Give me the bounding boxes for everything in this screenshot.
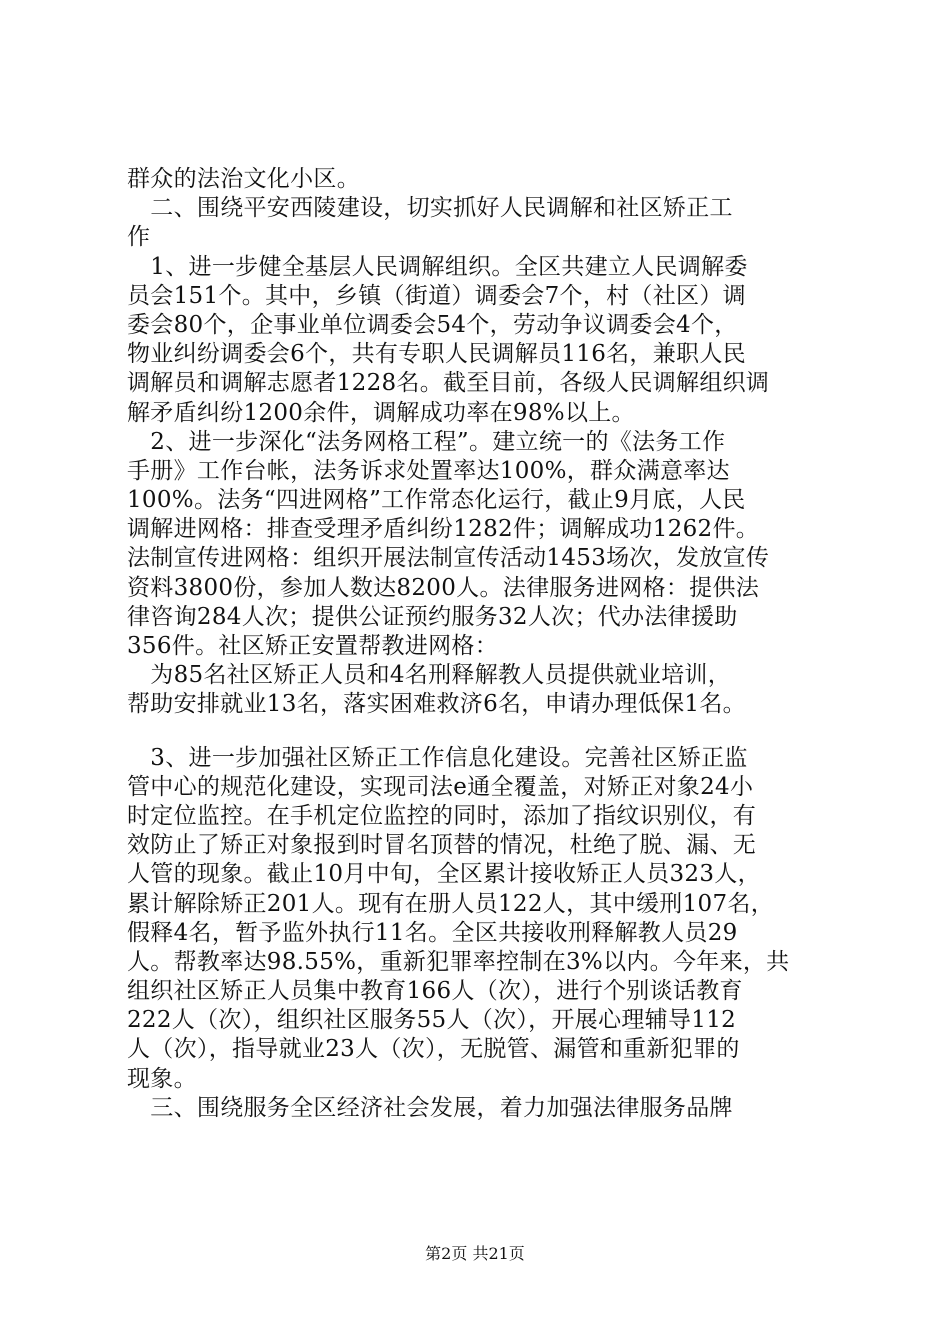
paragraph-start: 1、进一步健全基层人民调解组织。全区共建立人民调解委 [127,253,748,280]
text-line: 作 [127,224,151,251]
text-line: 委会80个，企事业单位调委会54个，劳动争议调委会4个， [127,311,738,338]
text-line: 资料3800份，参加人数达8200人。法律服务进网格：提供法 [127,574,760,601]
text-line: 时定位监控。在手机定位监控的同时，添加了指纹识别仪，有 [127,802,757,829]
text-line: 物业纠纷调委会6个，共有专职人民调解员116名，兼职人民 [127,341,746,368]
text-line: 调解员和调解志愿者1228名。截至目前，各级人民调解组织调 [127,370,770,397]
text-line: 手册》工作台帐，法务诉求处置率达100%，群众满意率达 [127,457,730,484]
text-line: 解矛盾纠纷1200余件，调解成功率在98%以上。 [127,399,635,426]
paragraph-gap [127,720,839,744]
paragraph-start: 为85名社区矫正人员和4名刑释解教人员提供就业培训， [127,662,731,689]
text-line: 222人（次），组织社区服务55人（次），开展心理辅导112 [127,1007,737,1034]
text-line: 法制宣传进网格：组织开展法制宣传活动1453场次，发放宣传 [127,545,770,572]
section-heading: 三、围绕服务全区经济社会发展，着力加强法律服务品牌 [127,1094,733,1121]
text-line: 律咨询284人次；提供公证预约服务32人次；代办法律援助 [127,603,738,630]
paragraph-start: 3、进一步加强社区矫正工作信息化建设。完善社区矫正监 [127,744,748,771]
section-heading: 二、围绕平安西陵建设，切实抓好人民调解和社区矫正工 [127,195,733,222]
text-line: 人管的现象。截止10月中旬，全区累计接收矫正人员323人， [127,861,761,888]
text-line: 人。帮教率达98.55%，重新犯罪率控制在3%以内。今年来，共 [127,948,790,975]
text-line: 累计解除矫正201人。现有在册人员122人，其中缓刑107名， [127,890,774,917]
body-text [127,165,839,1123]
text-line: 管中心的规范化建设，实现司法e通全覆盖，对矫正对象24小 [127,773,754,800]
text-line: 假释4名，暂予监外执行11名。全区共接收刑释解教人员29 [127,919,738,946]
text-line: 100%。法务“四进网格”工作常态化运行，截止9月底，人民 [127,487,746,514]
text-line: 效防止了矫正对象报到时冒名顶替的情况，杜绝了脱、漏、无 [127,832,757,859]
text-line: 员会151个。其中，乡镇（街道）调委会7个，村（社区）调 [127,282,746,309]
page-number-footer: 第2页 共21页 [425,1244,525,1263]
text-line: 现象。 [127,1065,197,1092]
text-line: 群众的法治文化小区。 [127,166,360,192]
text-line: 人（次），指导就业23人（次），无脱管、漏管和重新犯罪的 [127,1036,740,1063]
text-line: 组织社区矫正人员集中教育166人（次），进行个别谈话教育 [127,978,743,1005]
paragraph-start: 2、进一步深化“法务网格工程”。建立统一的《法务工作 [127,428,726,455]
text-line: 356件。社区矫正安置帮教进网格： [127,633,498,659]
text-line: 调解进网格：排查受理矛盾纠纷1282件；调解成功1262件。 [127,516,760,543]
text-line: 帮助安排就业13名，落实困难救济6名，申请办理低保1名。 [127,691,746,718]
